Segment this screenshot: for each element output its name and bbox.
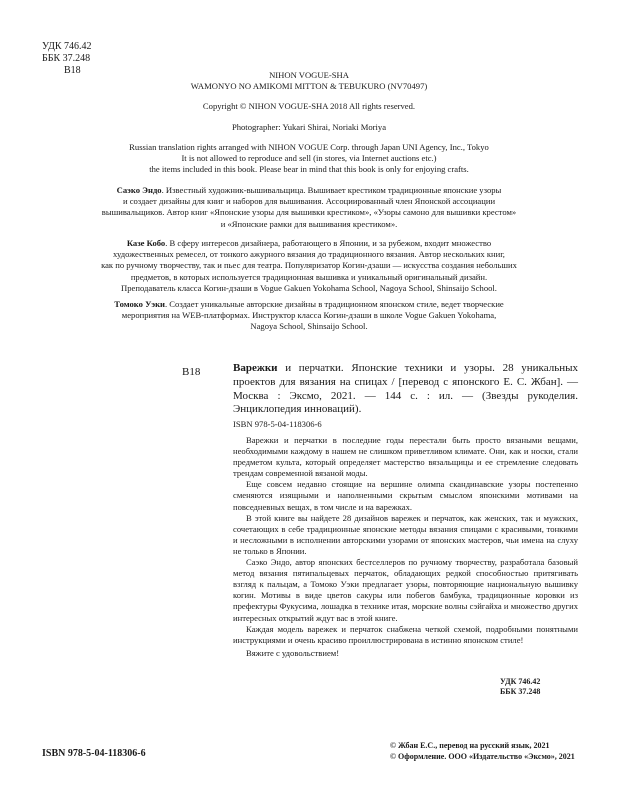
annotation [233,435,578,659]
bio-endo [40,185,578,230]
original-title: WAMONYO NO AMIKOMI MITTON & TEBUKURO (NV70497) [190,81,428,92]
author-mark: В18 [64,65,81,76]
catalog-isbn: ISBN 978-5-04-118306-6 [233,419,322,429]
rights-line-1: Russian translation rights arranged with NIHON VOGUE Corp. through Japan UNI Agency, Inc., Tokyo [129,141,489,152]
annotation-p3: В этой книге вы найдете 28 дизайнов варежек и перчаток, как женских, так и мужских, сочетающих в себе традиционные японские методы вязания спицами с красивыми, тонкими и несложными в исполнении авторскими узорами от японских мастеров, чьи имена на слуху не только в Японии. [233,512,578,556]
bio-endo-text-1: . Известный художник-вышивальщица. Вышивает крестиком традиционные японские узоры [161,185,502,195]
bio-endo-text-3: вышивальщиков. Автор книг «Японские узоры для вышивки крестиком», «Узоры самоно для вышивки крестом» [101,207,517,218]
catalog-entry [233,362,578,417]
catalog-entry-text: и перчатки. Японские техники и узоры. 28 уникальных проектов для вязания на спицах / [перевод с японского Е. С. Жбан]. — Москва : Эксмо, 2021. — 144 с. : ил. — (Звезды рукоделия. Энциклопедия инноваций). [233,362,578,416]
bio-kobo-text-1: . В сферу интересов дизайнера, работающего в Японии, и за рубежом, входит множество [165,238,492,248]
publisher-block [40,70,578,175]
bio-endo-text-2: и создает дизайны для книг и наборов для вышивания. Ассоциированный член Японской ассоциации [122,196,496,207]
annotation-p6: Вяжите с удовольствием! [246,647,340,658]
bio-ueki [40,299,578,333]
bio-ueki-text-2: мероприятия на WEB-платформах. Инструктор класса Когин-дзаши в школе Vogue Gakuen Yokohama, [121,310,497,321]
publisher-name: NIHON VOGUE-SHA [269,70,349,80]
udk-code-bottom: УДК 746.42 [500,677,541,686]
photographer-line: Photographer: Yukari Shirai, Noriaki Moriya [231,121,387,132]
bio-ueki-name: Томоко Уэки [114,299,165,309]
annotation-p4: Саэко Эндо, автор японских бестселлеров по ручному творчеству, разработала базовый метод вязания пятипальцевых перчаток, обладающих редкой способностью притягивать взгляд к пальцам, а Томоко Уэки предлагает узоры, повторяющие национальную вышивку когин. Мотивы в виде цветов сакуры или побегов бамбука, традиционные коровки из префектуры Фукусима, лошадка в технике итая, морские волны сэйгайха и множество других интересных открытий ждут вас в этой книге. [233,557,578,623]
catalog-title-bold: Варежки [233,362,278,374]
copyright-line: Copyright © NIHON VOGUE-SHA 2018 All rights reserved. [202,101,416,112]
annotation-p5: Каждая модель варежек и перчаток снабжена четкой схемой, подробными понятными инструкциями и очень красиво проиллюстрирована в истинно японском стиле! [233,623,578,645]
bio-kobo-text-3: как по ручному творчеству, так и пьес для театра. Популяризатор Когин-дзаши — искусства создания небольших [101,260,517,271]
bbk-code-bottom: ББК 37.248 [500,687,541,696]
bio-ueki-text-1: . Создает уникальные авторские дизайны в традиционном японском стиле, ведет творческие [165,299,504,309]
bio-kobo-text-4: предметов, в которых используется традиционная вышивка и уникальный оригинальный дизайн. [130,271,488,282]
rights-line-2: It is not allowed to reproduce and sell (in stores, via Internet auctions etc.) [181,153,437,164]
bio-kobo [40,238,578,294]
catalog-code: В18 [182,366,201,378]
classification-bottom [500,677,540,697]
bio-endo-text-4: и «Японские рамки для вышивания крестиком». [220,218,398,229]
annotation-p2: Еще совсем недавно стоящие на вершине олимпа скандинавские узоры постепенно сменяются изящными и наполненными скрытым смыслом японскими мотивами на повседневных вещах, в том числе и на варежках. [233,479,578,512]
copyright-translation: © Жбан Е.С., перевод на русский язык, 2021 [390,741,550,750]
footer-isbn: ISBN 978-5-04-118306-6 [42,748,146,759]
rights-line-3: the items included in this book. Please bear in mind that this book is only for enjoying crafts. [149,164,469,175]
copyright-design: © Оформление. ООО «Издательство «Эксмо», 2021 [390,751,575,761]
udk-code: УДК 746.42 [42,41,92,52]
footer-copyright [390,741,575,762]
annotation-p1: Варежки и перчатки в последние годы перестали быть просто вязаными вещами, необходимыми каждому в нашем не слишком приветливом климате. Они, как и носки, стали предметом культа, который определяет мастерство вязальщицы и ее стремление следовать трендам современной вязаной моды. [233,435,578,479]
bio-kobo-text-2: художественных ремесел, от тонкого ажурного вязания до традиционного вязания. Автор нескольких книг, [113,249,505,260]
bio-endo-name: Саэко Эндо [116,185,162,195]
bio-kobo-text-5: Преподаватель класса Когин-дзаши в Vogue Gakuen Yokohama School, Nagoya School, Shinsaijo School. [121,282,497,293]
bio-ueki-text-3: Nagoya School, Shinsaijo School. [250,321,368,332]
bbk-code: ББК 37.248 [42,53,91,64]
bio-kobo-name: Казе Кобо [126,238,166,248]
